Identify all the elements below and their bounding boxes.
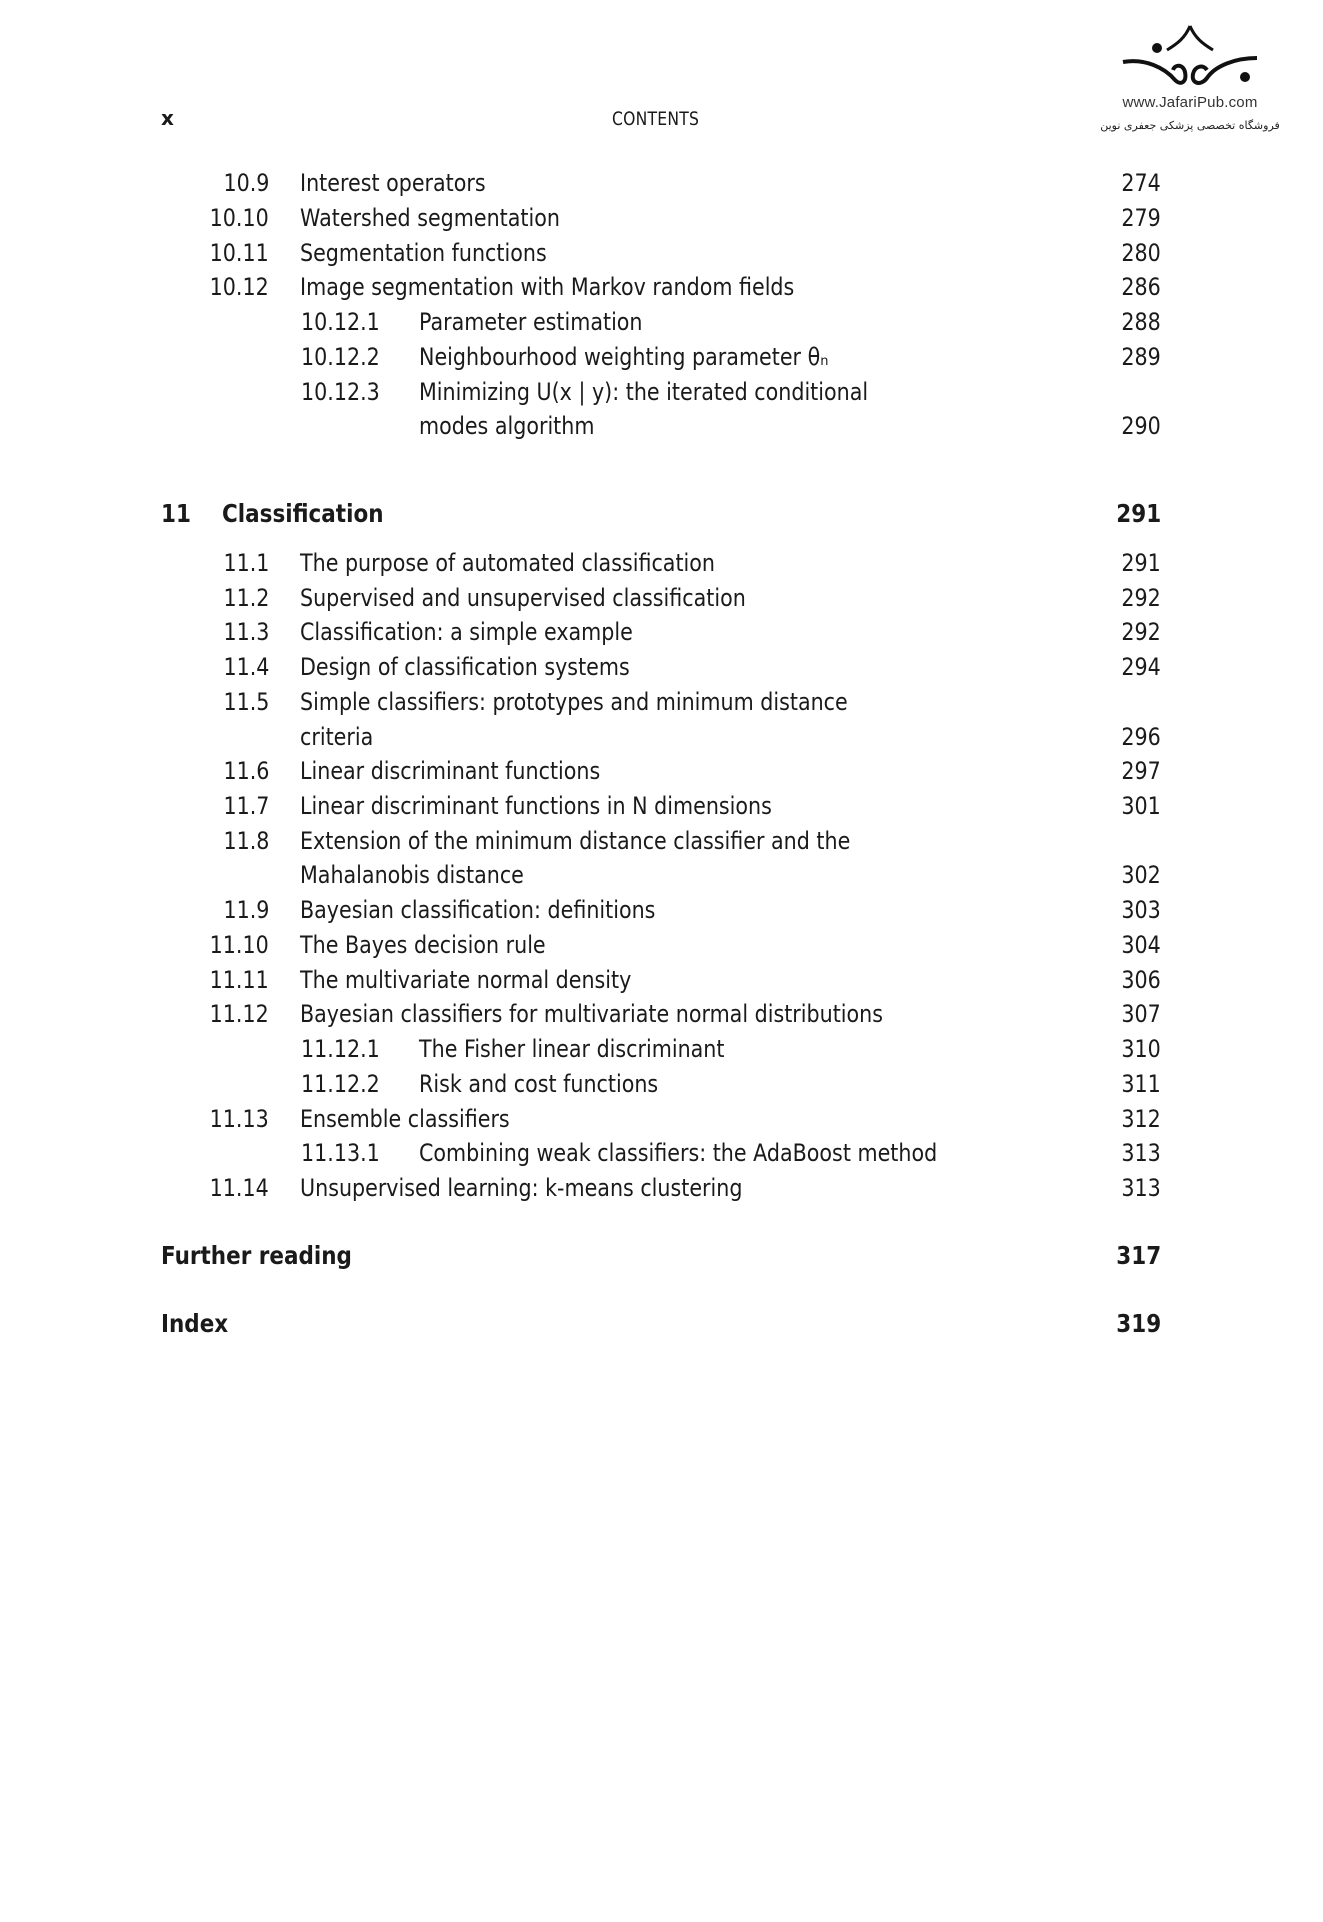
- toc-entry-title: Further reading: [161, 1241, 352, 1270]
- toc-entry-page: 301: [1121, 792, 1161, 820]
- running-head-title: CONTENTS: [612, 108, 700, 130]
- toc-entry-number: 10.9: [223, 169, 269, 197]
- toc-entry[interactable]: [161, 963, 1161, 998]
- toc-entry[interactable]: [161, 270, 1161, 305]
- toc-entry-number: 11.2: [223, 584, 269, 612]
- toc-entry-number: 10.10: [209, 204, 269, 232]
- toc-entry[interactable]: [161, 166, 1161, 201]
- toc-entry-title: Image segmentation with Markov random fields: [300, 273, 795, 301]
- logo-url: www.JafariPub.com: [1122, 94, 1258, 111]
- toc-entry[interactable]: [161, 615, 1161, 650]
- toc-entry-number: 11.13: [209, 1105, 269, 1133]
- toc-entry[interactable]: [161, 1171, 1161, 1206]
- toc-entry[interactable]: [161, 375, 1161, 410]
- toc-entry-title: The Bayes decision rule: [300, 931, 546, 959]
- toc-entry-page: 292: [1121, 584, 1161, 612]
- toc-entry-number: 10.12.3: [301, 378, 380, 406]
- toc-entry-page: 297: [1121, 757, 1161, 785]
- toc-entry-page: 289: [1121, 343, 1161, 371]
- toc-entry-title: The purpose of automated classification: [300, 549, 715, 577]
- toc-entry-title: Risk and cost functions: [419, 1070, 659, 1098]
- toc-entry-number: 11.13.1: [301, 1139, 380, 1167]
- toc-entry-title: Design of classification systems: [300, 653, 630, 681]
- toc-entry-page: 291: [1121, 549, 1161, 577]
- toc-entry-title: Bayesian classification: definitions: [300, 896, 656, 924]
- toc-entry-number: 11.12.2: [301, 1070, 380, 1098]
- toc-entry-page: 292: [1121, 618, 1161, 646]
- toc-entry-number: 10.12: [209, 273, 269, 301]
- toc-entry-title: The multivariate normal density: [300, 966, 632, 994]
- toc-entry-page: 307: [1121, 1000, 1161, 1028]
- toc-entry[interactable]: [161, 1067, 1161, 1102]
- toc-entry-number: 11.4: [223, 653, 269, 681]
- toc-entry-title: Segmentation functions: [300, 239, 547, 267]
- toc-entry-title: Classification: a simple example: [300, 618, 633, 646]
- toc-entry-title: Watershed segmentation: [300, 204, 560, 232]
- toc-entry-title: Interest operators: [300, 169, 486, 197]
- toc-backmatter-entry[interactable]: [161, 1306, 1161, 1341]
- toc-entry-page: 313: [1121, 1174, 1161, 1202]
- toc-entry-title: Combining weak classifiers: the AdaBoost method: [419, 1139, 938, 1167]
- toc-entry-number: 11.1: [223, 549, 269, 577]
- toc-entry-page: 286: [1121, 273, 1161, 301]
- toc-entry-title: Classification: [222, 499, 384, 528]
- toc-entry-title: Unsupervised learning: k-means clustering: [300, 1174, 743, 1202]
- toc-entry-number: 11.12: [209, 1000, 269, 1028]
- toc-entry-title: Mahalanobis distance: [300, 861, 524, 889]
- toc-entry-number: 11.3: [223, 618, 269, 646]
- toc-entry-number: 11.7: [223, 792, 269, 820]
- publisher-logo: [1080, 22, 1300, 152]
- toc-entry-title: Neighbourhood weighting parameter θₙ: [419, 343, 829, 371]
- toc-entry-number: 11.10: [209, 931, 269, 959]
- toc-chapter-entry[interactable]: [161, 496, 1161, 531]
- toc-entry-number: 11.12.1: [301, 1035, 380, 1063]
- toc-entry-number: 11.14: [209, 1174, 269, 1202]
- toc-entry[interactable]: [161, 581, 1161, 616]
- toc-entry[interactable]: [161, 685, 1161, 720]
- toc-entry[interactable]: [161, 928, 1161, 963]
- toc-entry[interactable]: [161, 340, 1161, 375]
- toc-entry-page: 291: [1116, 499, 1161, 528]
- toc-entry-page: 279: [1121, 204, 1161, 232]
- toc-entry[interactable]: [161, 754, 1161, 789]
- toc-entry-number: 10.12.2: [301, 343, 380, 371]
- logo-tagline: فروشگاه تخصصی پزشکی جعفری نوین: [1100, 119, 1280, 132]
- toc-entry-title: Index: [161, 1309, 229, 1338]
- toc-entry-page: 290: [1121, 412, 1161, 440]
- toc-entry-title: The Fisher linear discriminant: [419, 1035, 725, 1063]
- toc-entry[interactable]: [161, 546, 1161, 581]
- toc-entry-number: 11.8: [223, 827, 269, 855]
- toc-entry-number: 11.11: [209, 966, 269, 994]
- toc-entry-page: 317: [1116, 1241, 1161, 1270]
- toc-entry-title: Supervised and unsupervised classification: [300, 584, 746, 612]
- toc-entry-title: Parameter estimation: [419, 308, 643, 336]
- toc-entry-title: criteria: [300, 723, 374, 751]
- toc-entry[interactable]: [161, 858, 1161, 893]
- toc-entry-title: Ensemble classifiers: [300, 1105, 510, 1133]
- toc-entry[interactable]: [161, 236, 1161, 271]
- toc-entry[interactable]: [161, 824, 1161, 859]
- toc-backmatter-entry[interactable]: [161, 1238, 1161, 1273]
- toc-entry[interactable]: [161, 409, 1161, 444]
- toc-entry-page: 280: [1121, 239, 1161, 267]
- toc-entry[interactable]: [161, 1032, 1161, 1067]
- toc-entry-page: 303: [1121, 896, 1161, 924]
- toc-entry[interactable]: [161, 1102, 1161, 1137]
- toc-entry-page: 312: [1121, 1105, 1161, 1133]
- toc-entry[interactable]: [161, 650, 1161, 685]
- toc-entry-page: 313: [1121, 1139, 1161, 1167]
- toc-entry-number: 10.11: [209, 239, 269, 267]
- toc-entry[interactable]: [161, 720, 1161, 755]
- calligraphy-logo-icon: [1115, 22, 1265, 92]
- toc-entry[interactable]: [161, 1136, 1161, 1171]
- toc-entry-number: 10.12.1: [301, 308, 380, 336]
- toc-entry[interactable]: [161, 305, 1161, 340]
- running-head: [161, 106, 1161, 130]
- toc-entry-number: 11: [161, 499, 191, 528]
- toc-entry-title: Linear discriminant functions: [300, 757, 601, 785]
- toc-entry[interactable]: [161, 997, 1161, 1032]
- toc-entry-page: 294: [1121, 653, 1161, 681]
- toc-entry-title: Extension of the minimum distance classifier and the: [300, 827, 851, 855]
- toc-entry-number: 11.6: [223, 757, 269, 785]
- toc-entry-page: 306: [1121, 966, 1161, 994]
- toc-entry[interactable]: [161, 201, 1161, 236]
- toc-entry-title: Simple classifiers: prototypes and minimum distance: [300, 688, 848, 716]
- toc-entry[interactable]: [161, 789, 1161, 824]
- toc-entry-title: modes algorithm: [419, 412, 595, 440]
- toc-entry[interactable]: [161, 893, 1161, 928]
- toc-entry-number: 11.9: [223, 896, 269, 924]
- toc-entry-page: 296: [1121, 723, 1161, 751]
- page-folio: x: [161, 106, 174, 130]
- toc-entry-page: 302: [1121, 861, 1161, 889]
- toc-entry-title: Minimizing U(x | y): the iterated conditional: [419, 378, 869, 406]
- toc-entry-title: Bayesian classifiers for multivariate normal distributions: [300, 1000, 883, 1028]
- toc-entry-page: 319: [1116, 1309, 1161, 1338]
- toc-entry-page: 274: [1121, 169, 1161, 197]
- toc-entry-page: 311: [1121, 1070, 1161, 1098]
- toc-entry-page: 304: [1121, 931, 1161, 959]
- toc-entry-page: 310: [1121, 1035, 1161, 1063]
- toc-entry-page: 288: [1121, 308, 1161, 336]
- toc-entry-title: Linear discriminant functions in N dimensions: [300, 792, 772, 820]
- toc-entry-number: 11.5: [223, 688, 269, 716]
